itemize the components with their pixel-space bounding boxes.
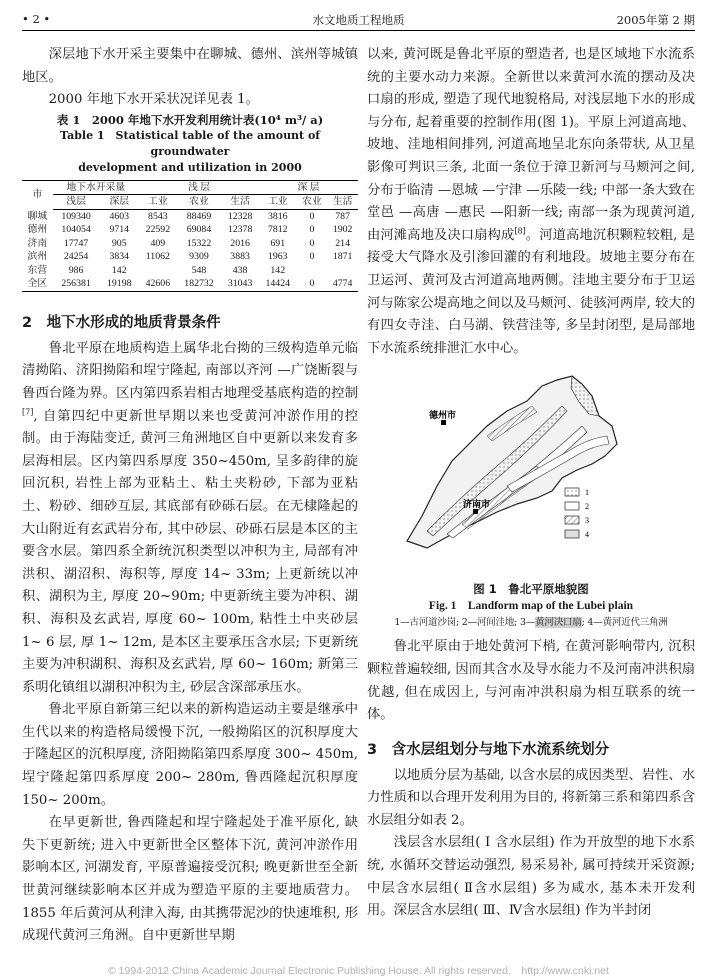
running-header (22, 10, 695, 30)
table-cell: 787 (335, 210, 350, 222)
table-cell: 1963 (267, 251, 288, 263)
table-cell-city: 东营 (27, 264, 48, 276)
table-cell-city: 济南 (27, 237, 48, 249)
table-subheader: 农业 (297, 195, 328, 210)
table-subheader: 农业 (177, 195, 222, 210)
table-cell-city: 全区 (22, 277, 53, 291)
table-cell: 7812 (267, 224, 288, 236)
table-cell: 9714 (109, 224, 130, 236)
legend-swatch-2 (565, 502, 579, 510)
table-cell: 15322 (186, 237, 212, 249)
table-cell: 1871 (332, 251, 353, 263)
legend-num: 3 (585, 516, 589, 526)
groundwater-table (22, 180, 358, 292)
table-subheader: 工业 (139, 195, 177, 210)
table-header-city: 市 (22, 180, 53, 209)
table-cell: 19198 (99, 277, 139, 291)
table-cell: 0 (309, 210, 315, 222)
citation-ref: [7] (22, 407, 34, 417)
table-caption-cn: 表 1 2000 年地下水开发利用统计表(10⁴ m³/ a) (56, 112, 324, 127)
legend-num: 2 (585, 502, 589, 512)
table-row (22, 209, 358, 223)
table-cell-city: 滨州 (27, 251, 48, 263)
table-cell (297, 264, 328, 278)
table-header-total: 地下水开采量 (53, 180, 139, 195)
table-cell: 11062 (145, 251, 170, 263)
table-cell: 3816 (267, 210, 288, 222)
table-row (22, 237, 358, 251)
table-cell: 0 (297, 277, 328, 291)
figure-legend: 1—古河道沙岗; 2—河间洼地; 3—黄河决口扇; 4—黄河近代三角洲 (394, 617, 668, 629)
table-cell (327, 264, 358, 278)
table-cell: 4603 (109, 210, 130, 222)
table-cell: 182732 (177, 277, 222, 291)
legend-swatch-3 (565, 516, 579, 524)
paragraph: 以来, 黄河既是鲁北平原的塑造者, 也是区域地下水流系统的主要水动力来源。全新世以来黄河水流的摆动及决口扇的形成, 塑造了现代地貌格局, 对浅层地下水的形成与分布, 起着重要的控制作用(图 1)。平原上河道高地、坡地、洼地相间排列, 河道高地呈北东向条带状, 从卫星影像可判识三条, 北面一条位于漳卫新河与马颊河之间, 分布于临清 —恩城 —宁津 —乐陵一线; 中部一条大致在堂邑 —高唐 —惠民 —阳新一线; 南部一条为现黄河道, 由河滩高地及决口扇构成[8]。河道高地沉积颗粒较粗, 是接受大气降水及引渗回灌的有利地段。坡地主要分布在卫运河、黄河及古河道高地两侧。洼地主要分布于卫运河与陈家公堤高地之间以及马颊河、徒骇河两岸, 较大的有四女寺洼、白马湖、铁营洼等, 多呈封闭型, 是局部地下水流系统排泄汇水中心。 (367, 47, 696, 356)
table-cell: 0 (309, 224, 315, 236)
table-cell: 24254 (63, 251, 89, 263)
table-cell: 14424 (259, 277, 297, 291)
table-row (22, 223, 358, 237)
table-cell: 104054 (61, 224, 91, 236)
copyright-footer: © 1994-2012 China Academic Journal Electronic Publishing House. All rights reserved. http://www.cnki.net (108, 965, 609, 977)
right-column (367, 44, 695, 923)
table-cell: 3834 (109, 251, 130, 263)
table-cell: 142 (111, 264, 127, 276)
table-cell: 438 (232, 264, 248, 276)
table-cell: 214 (335, 237, 350, 249)
table-cell: 12328 (227, 210, 253, 222)
table-header-shallow: 浅 层 (139, 180, 259, 195)
legend-swatch-4 (565, 530, 579, 538)
landform-map (367, 366, 695, 581)
table-subheader: 浅层 (53, 195, 100, 210)
journal-name: 水文地质工程地质 (312, 13, 405, 27)
paragraph: 鲁北平原在地质构造上属华北台拗的三级构造单元临清拗陷、济阳拗陷和埕宁隆起, 南部以齐河 —广饶断裂与鲁西台隆为界。区内第四系岩相古地理受基底构造的控制[7], 自第四纪中更新世早期以来也受黄河冲淤作用的控制。由于海陆变迁, 黄河三角洲地区自中更新以来发育多层海相层。区内第四系厚度 350~450m, 呈多韵律的旋回沉积, 岩性上部为亚粘土、粘土夹粉砂, 下部为亚粘土、粉砂、细砂互层, 其底部有砂砾石层。在无棣隆起的大山附近有玄武岩分布, 其中砂层、砂砾石层是本区的主要含水层。第四系全新统沉积类型以冲积为主, 局部有冲洪积、湖沼积、海积等, 厚度 14~ 33m; 上更新统以冲积、湖积为主, 厚度 20~90m; 中更新统主要为冲积、湖积、海积及玄武岩, 厚度 60~ 100m, 粘性土中夹砂层 1~ 6 层, 厚 1~ 12m, 是本区主要承压含水层; 下更新统主要为冲积湖积、海积及玄武岩, 厚 60~ 160m; 新第三系明化镇组以湖积冲积为主, 砂层含深部承压水。 (22, 340, 358, 695)
paragraph: 鲁北平原由于地处黄河下梢, 在黄河影响带内, 沉积颗粒普遍较细, 因而其含水及导水能力不及河南冲洪积扇优越, 但在成因上, 与河南冲洪积扇为相互联系的统一体。 (367, 639, 695, 723)
paragraph: 在早更新世, 鲁西隆起和埕宁隆起处于准平原化, 缺失下更新统; 进入中更新世全区整体下沉, 黄河冲淤作用影响本区, 河湖发育, 平原普遍接受沉积; 晚更新世至全新世黄河继续影响本区并成为塑造平原的主要地质营力。1855 年后黄河从利津入海, 由其携带泥沙的快速堆积, 形成现代黄河三角洲。自中更新世早期 (22, 815, 358, 944)
table-cell-city: 聊城 (27, 210, 48, 222)
table-cell: 9309 (189, 251, 209, 263)
header-rule (22, 30, 695, 31)
table-cell: 691 (270, 237, 286, 249)
table-cell: 42606 (139, 277, 177, 291)
table-header-deep: 深 层 (259, 180, 358, 195)
table-subheader: 工业 (259, 195, 297, 210)
table-row (22, 250, 358, 264)
table-caption-en-line1: Table 1 Statistical table of the amount of groundwater (59, 128, 321, 158)
section-heading-3: 3 含水层组划分与地下水流系统划分 (367, 741, 610, 758)
table-row (22, 277, 358, 291)
figure-caption-cn: 图 1 鲁北平原地貌图 (473, 582, 589, 597)
table-cell: 69084 (186, 224, 212, 236)
paragraph: 深层地下水开采主要集中在聊城、德州、滨州等城镇地区。 (22, 47, 358, 85)
table-cell: 409 (150, 237, 166, 249)
citation-ref: [8] (514, 226, 526, 236)
table-cell: 0 (309, 237, 315, 249)
table-cell: 1902 (332, 224, 353, 236)
paragraph: 鲁北平原自新第三纪以来的新构造运动主要是继承中生代以来的构造格局缓慢下沉, 一般拗陷区的沉积厚度大于隆起区的沉积厚度, 济阳拗陷第四系厚度 300~ 450m, 埕宁隆起第四系厚度 200~ 280m, 鲁西隆起沉积厚度 150~ 200m。 (22, 702, 358, 808)
issue-label: 2005年第 2 期 (616, 13, 695, 27)
legend-num: 4 (585, 530, 589, 540)
paragraph: 2000 年地下水开采状况详见表 1。 (48, 92, 259, 108)
table-cell: 142 (270, 264, 286, 276)
legend-num: 1 (585, 488, 589, 498)
table-cell: 17747 (63, 237, 89, 249)
table-cell: 986 (68, 264, 84, 276)
table-caption-en-line2: development and utilization in 2000 (78, 160, 302, 174)
table-cell: 22592 (145, 224, 171, 236)
table-cell (139, 264, 177, 278)
table-subheader: 生活 (221, 195, 259, 210)
table-cell: 31043 (221, 277, 259, 291)
landform-map-figure (367, 366, 695, 581)
table-cell: 0 (309, 251, 315, 263)
legend-highlight: 黄河决口扇 (535, 617, 582, 629)
table-cell: 2016 (230, 237, 250, 249)
table-cell: 88469 (186, 210, 212, 222)
table-cell: 548 (191, 264, 207, 276)
dezhou-label: 德州市 (429, 411, 457, 422)
paragraph: 以地质分层为基础, 以含水层的成因类型、岩性、水力性质和以合理开发利用为目的, 将新第三系和第四系含水层组分如表 2。 (367, 767, 695, 828)
table-cell: 4774 (327, 277, 358, 291)
table-subheader: 生活 (327, 195, 358, 210)
table-row (22, 264, 358, 278)
paragraph: 浅层含水层组( Ⅰ 含水层组) 作为开放型的地下水系统, 水循环交替运动强烈, 易采易补, 属可持续开采资源; 中层含水层组( Ⅱ含水层组) 多为咸水, 基本未开发利用。深层含水层组( Ⅲ、Ⅳ含水层组) 作为半封闭 (367, 835, 695, 919)
table-cell: 3883 (230, 251, 250, 263)
legend-swatch-1 (565, 488, 579, 496)
table-cell-city: 德州 (27, 224, 48, 236)
table-cell: 12378 (227, 224, 253, 236)
jinan-label: 济南市 (463, 500, 491, 511)
table-cell: 109340 (61, 210, 91, 222)
section-heading-2: 2 地下水形成的地质背景条件 (22, 314, 221, 331)
table-cell: 256381 (53, 277, 100, 291)
table-subheader: 深层 (99, 195, 139, 210)
figure-caption-en: Fig. 1 Landform map of the Lubei plain (428, 600, 634, 613)
page-number: • 2 • (22, 12, 51, 26)
table-cell: 905 (111, 237, 127, 249)
left-column (22, 44, 358, 948)
table-cell: 8543 (148, 210, 168, 222)
